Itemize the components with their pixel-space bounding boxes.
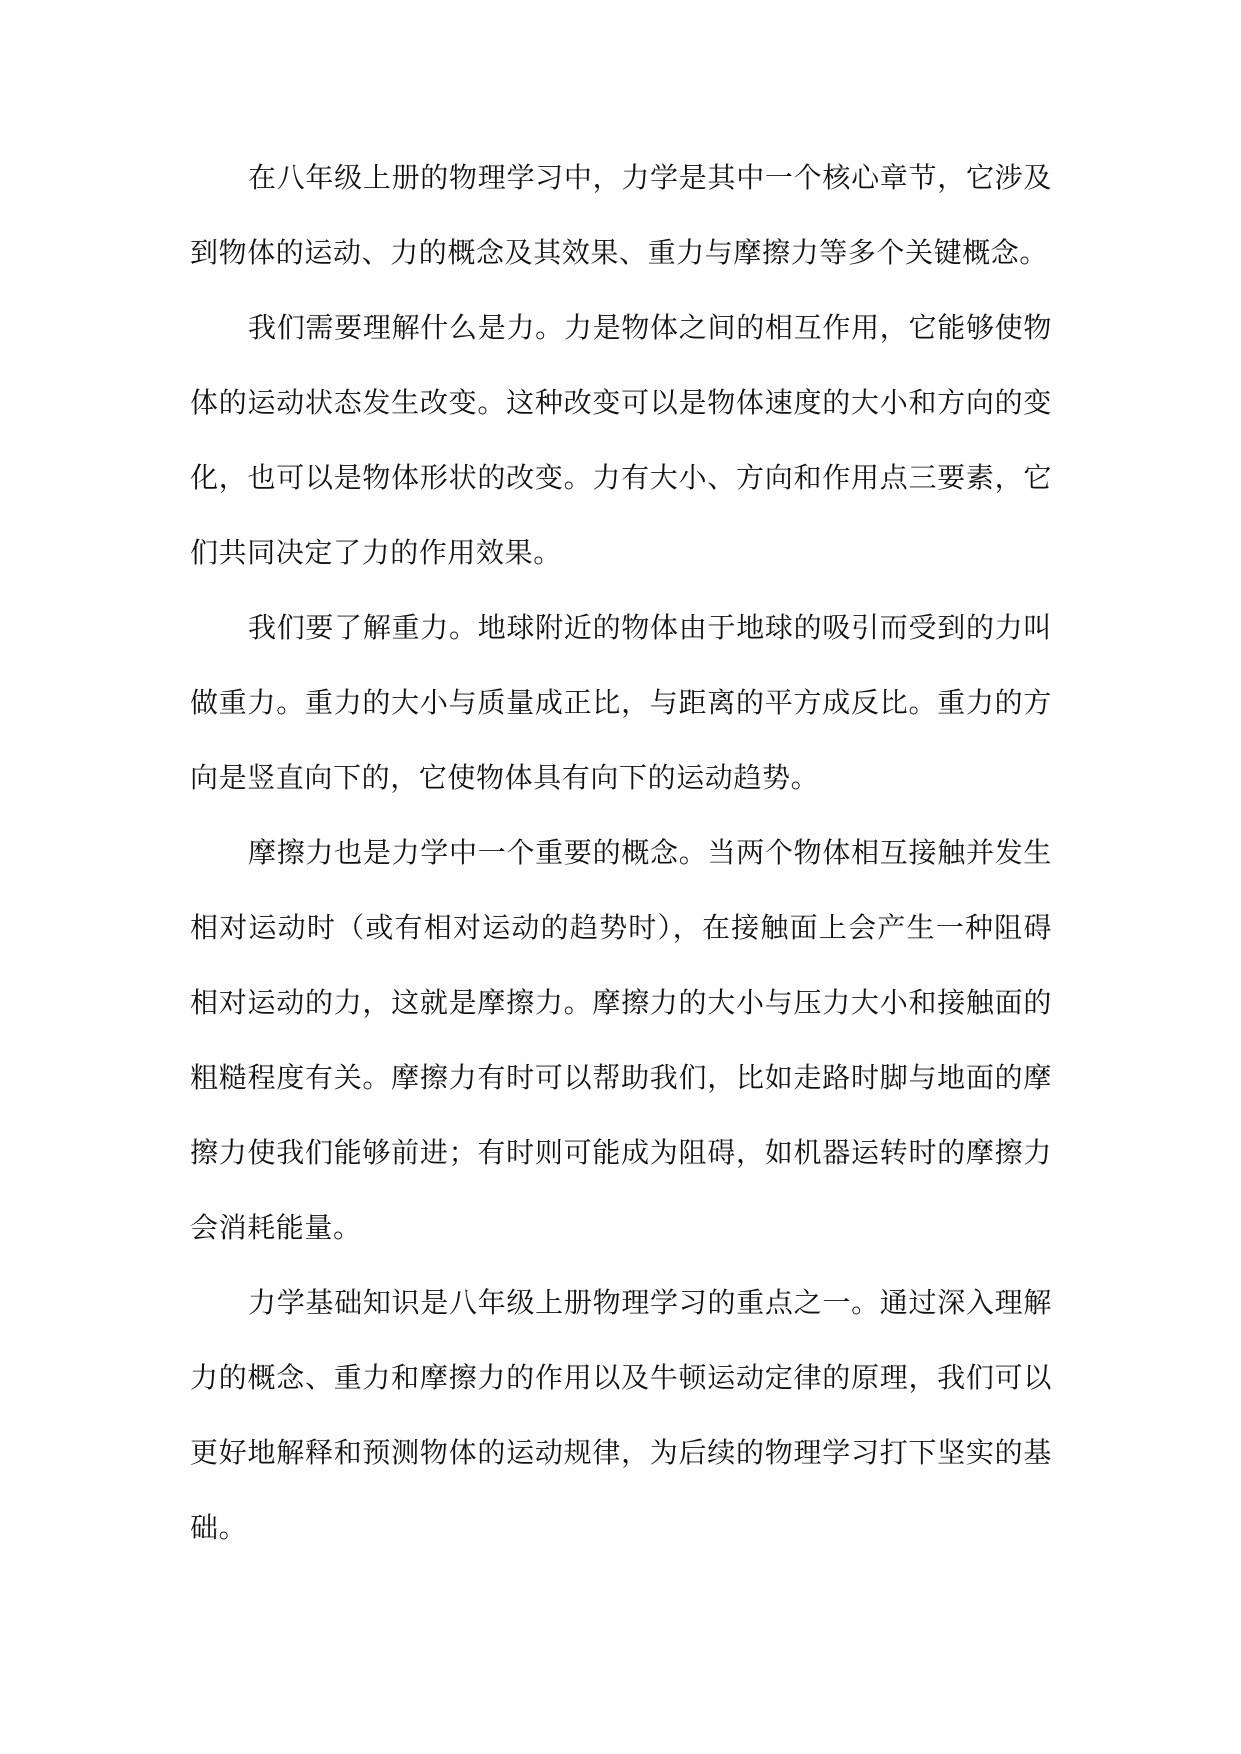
paragraph-friction: 摩擦力也是力学中一个重要的概念。当两个物体相互接触并发生相对运动时（或有相对运动的趋势时），在接触面上会产生一种阻碍相对运动的力，这就是摩擦力。摩擦力的大小与压力大小和接触面的粗糙程度有关。摩擦力有时可以帮助我们，比如走路时脚与地面的摩擦力使我们能够前进；有时则可能成为阻碍，如机器运转时的摩擦力会消耗能量。 [190, 836, 1052, 1244]
paragraph-gravity: 我们要了解重力。地球附近的物体由于地球的吸引而受到的力叫做重力。重力的大小与质量成正比，与距离的平方成反比。重力的方向是竖直向下的，它使物体具有向下的运动趋势。 [190, 611, 1052, 794]
paragraph-conclusion: 力学基础知识是八年级上册物理学习的重点之一。通过深入理解力的概念、重力和摩擦力的作用以及牛顿运动定律的原理，我们可以更好地解释和预测物体的运动规律，为后续的物理学习打下坚实的基础。 [190, 1286, 1052, 1544]
document-body [190, 140, 1052, 1565]
paragraph-force: 我们需要理解什么是力。力是物体之间的相互作用，它能够使物体的运动状态发生改变。这种改变可以是物体速度的大小和方向的变化，也可以是物体形状的改变。力有大小、方向和作用点三要素，它们共同决定了力的作用效果。 [190, 311, 1052, 569]
paragraph-intro: 在八年级上册的物理学习中，力学是其中一个核心章节，它涉及到物体的运动、力的概念及其效果、重力与摩擦力等多个关键概念。 [190, 161, 1052, 269]
